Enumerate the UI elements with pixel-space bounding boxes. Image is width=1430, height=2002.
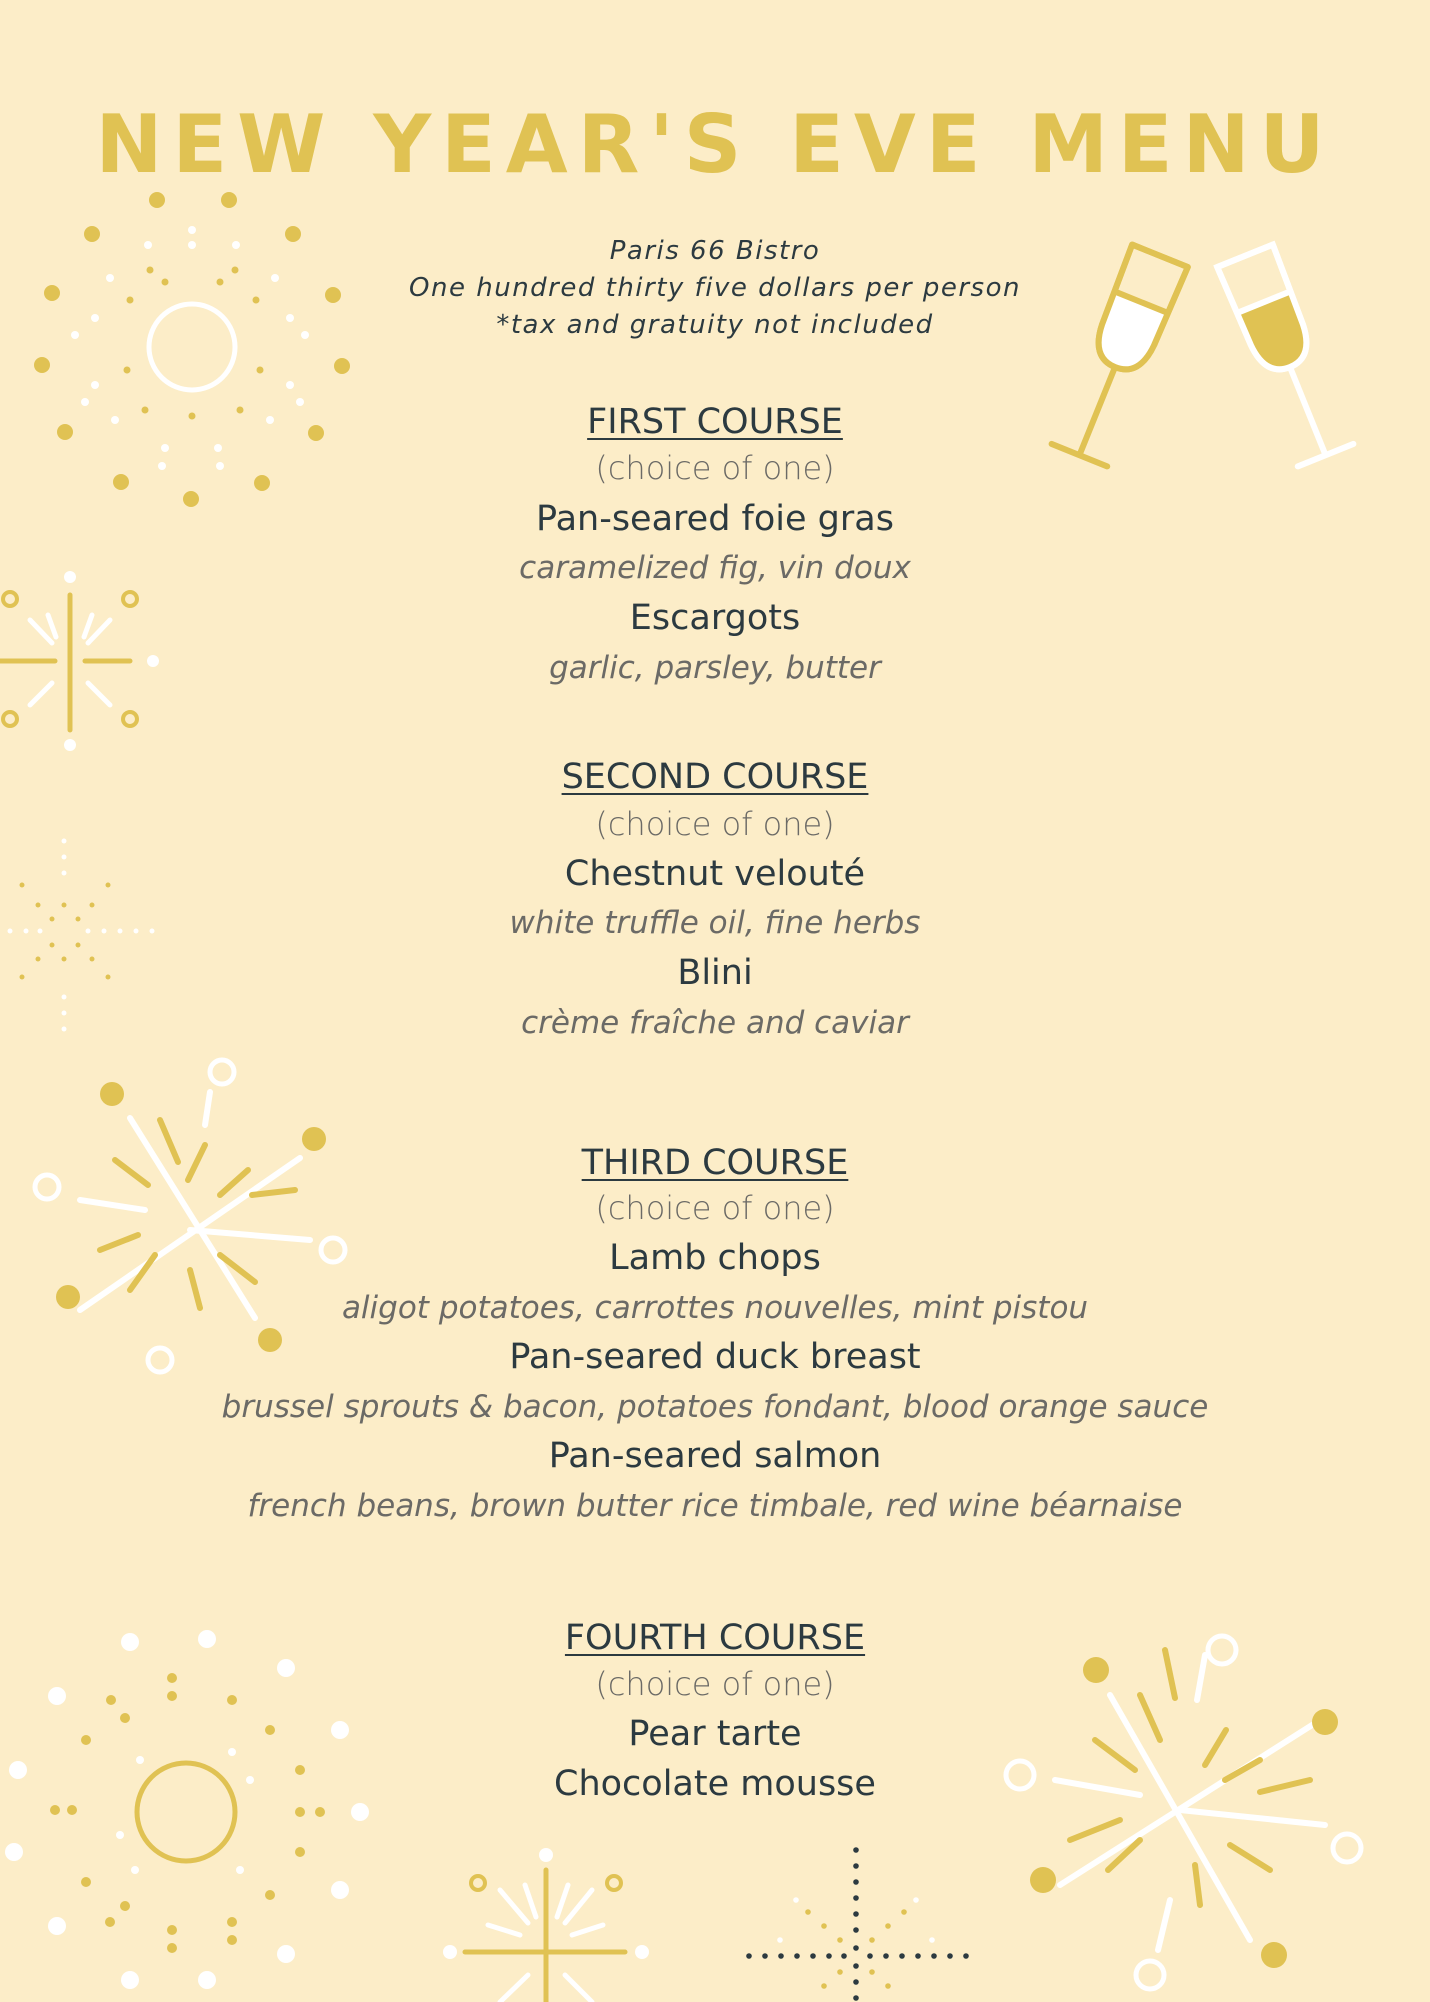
dish-name: Pear tarte [628, 1714, 802, 1754]
tax-note: *tax and gratuity not included [496, 310, 934, 340]
first-course-choice: (choice of one) [595, 449, 835, 487]
dish-name: Pan-seared foie gras [536, 499, 894, 539]
dish-description: french beans, brown butter rice timbale, red wine béarnaise [247, 1488, 1183, 1524]
dish-name: Chestnut velouté [564, 854, 866, 894]
dish-description: white truffle oil, fine herbs [509, 905, 921, 941]
third-course-heading: THIRD COURSE [581, 1143, 849, 1183]
fourth-course-choice: (choice of one) [595, 1665, 835, 1703]
restaurant-name: Paris 66 Bistro [609, 236, 821, 266]
sparkle-dots-bottom-icon [740, 1840, 980, 2002]
dish-name: Chocolate mousse [554, 1764, 876, 1804]
dish-description: aligot potatoes, carrottes nouvelles, mint pistou [341, 1290, 1089, 1326]
dish-name: Pan-seared salmon [548, 1436, 882, 1476]
dish-name: Blini [677, 953, 753, 993]
second-course-heading: SECOND COURSE [561, 757, 869, 797]
menu-title: NEW YEAR'S EVE MENU [95, 98, 1335, 191]
second-course-choice: (choice of one) [595, 805, 835, 843]
dish-name: Escargots [629, 598, 801, 638]
firework-burst-bottom-icon [440, 1845, 660, 2002]
price-line: One hundred thirty five dollars per person [409, 273, 1021, 303]
dish-description: caramelized fig, vin doux [519, 550, 911, 586]
dish-description: crème fraîche and caviar [521, 1005, 909, 1041]
dish-description: brussel sprouts & bacon, potatoes fondant, blood orange sauce [221, 1389, 1209, 1425]
dish-name: Lamb chops [609, 1238, 821, 1278]
dish-description: garlic, parsley, butter [549, 650, 881, 686]
fourth-course-heading: FOURTH COURSE [564, 1618, 866, 1658]
first-course-heading: FIRST COURSE [587, 402, 843, 442]
third-course-choice: (choice of one) [595, 1189, 835, 1227]
dish-name: Pan-seared duck breast [509, 1337, 921, 1377]
